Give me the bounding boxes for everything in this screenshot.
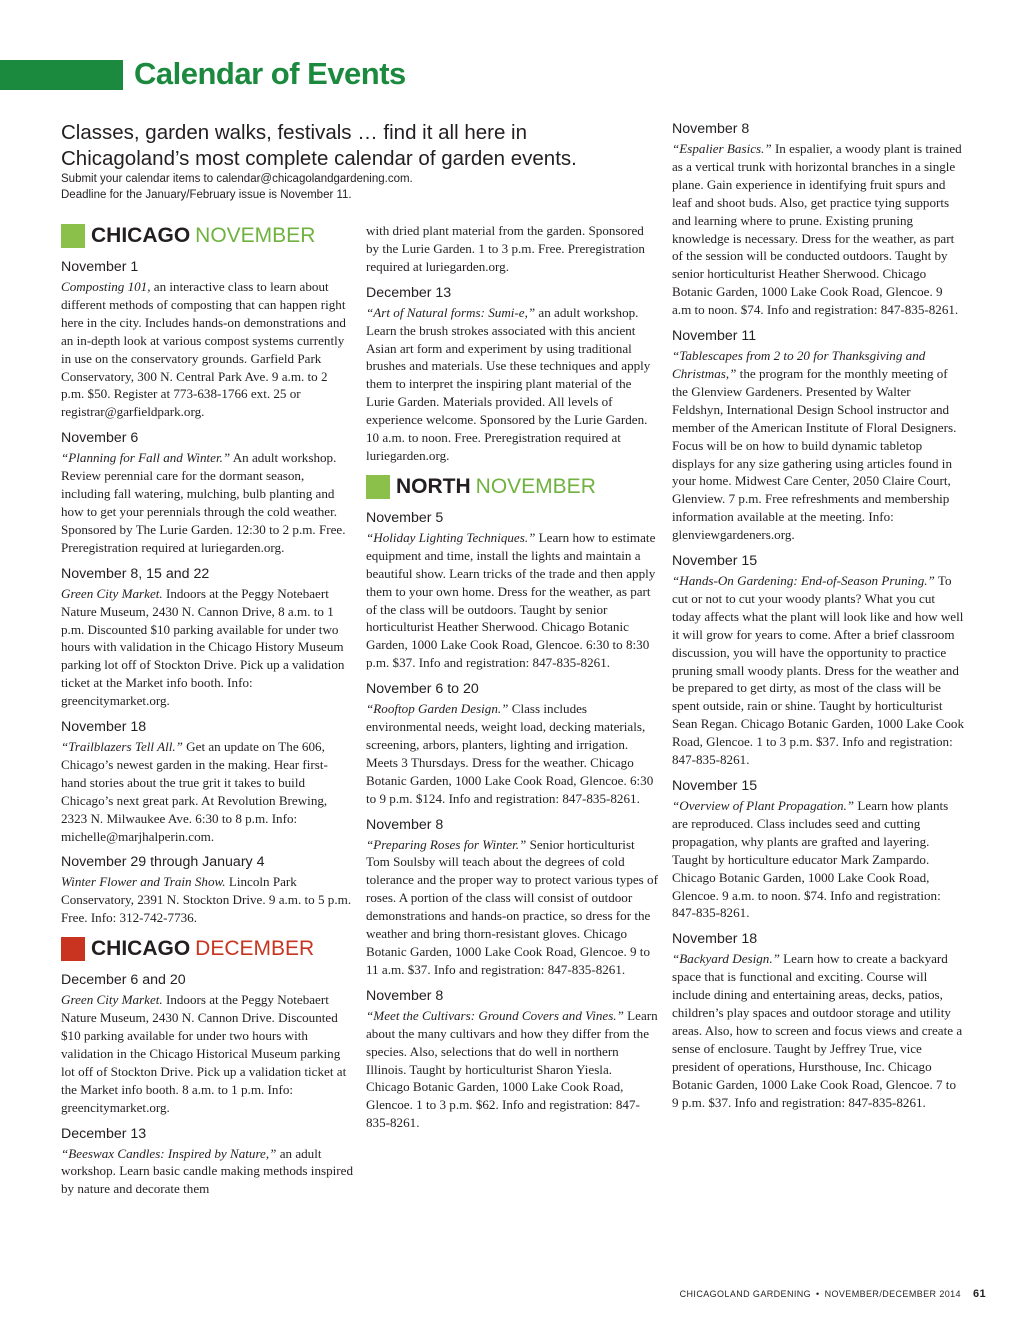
event-details: Lincoln Park Conservatory, 2391 N. Stockton Drive. 9 a.m. to 5 p.m. Free. Info: 312-742-7736. (61, 874, 352, 926)
event-item (61, 429, 353, 556)
event-date: November 18 (61, 719, 147, 736)
event-item (61, 718, 353, 845)
event-item (61, 258, 353, 421)
event-title: “Trailblazers Tell All.” (61, 739, 183, 755)
event-title: Green City Market. (61, 992, 163, 1008)
issue-label: NOVEMBER/DECEMBER 2014 (824, 1289, 961, 1299)
event-item (61, 971, 353, 1116)
event-item (366, 816, 658, 979)
event-description (61, 738, 353, 845)
section-region: CHICAGO (91, 937, 191, 961)
event-date: December 13 (366, 284, 452, 301)
event-item (672, 930, 964, 1111)
header-accent-bar (0, 60, 123, 90)
section-month: DECEMBER (195, 937, 315, 961)
event-item (61, 565, 353, 710)
event-date: November 15 (672, 553, 758, 570)
events-list (61, 258, 353, 927)
event-description (61, 991, 353, 1116)
event-details: Senior horticulturist Tom Soulsby will teach about the degrees of cold tolerance and the proper way to protect various types of roses. A portion of the class will consist of outdoor demonstrations and hands-on practice, so dress for the weather and bring thorn-resistant gloves. Chicago Botanic Garden, 1000 Lake Cook Road, Glencoe. 9 to 11 a.m. $37. Info and registration: 847-835-8261. (366, 836, 658, 977)
section-north-november (366, 473, 658, 501)
event-description (672, 347, 964, 544)
column-1 (61, 220, 353, 1206)
events-list (366, 509, 658, 1132)
event-details: an interactive class to learn about different methods of composting that can happen right here in the city. Includes hands-on demonstrations and an in-depth look at various compost systems currently in use on the conservatory grounds. Garfield Park Conservatory, 300 N. Central Park Ave. 9 a.m. to 2 p.m. $50. Register at 773-638-1766 ext. 25 or registrar@garfieldpark.org. (61, 279, 346, 420)
event-date: November 29 through January 4 (61, 854, 265, 871)
event-details: Learn how to estimate equipment and time, install the lights and maintain a beautiful show. Learn tricks of the trade and then apply them to your own home. Dress for the weather, as part of the class will be outdoors. Taught by senior horticulturist Heather Sherwood. Chicago Botanic Garden, 1000 Lake Cook Road, Glencoe. 6:30 to 8:30 p.m. $37. Info and registration: 847-835-8261. (366, 529, 656, 671)
event-details: an adult workshop. Learn the brush strokes associated with this ancient Asian art form and experiment by using traditional brushes and materials. Use these techniques and apply them to interpret the inspiring plant material of the Lurie Garden. Materials provided. All levels of experience welcome. Sponsored by the Lurie Garden. 10 a.m. to noon. Free. Preregistration required at luriegarden.org. (366, 304, 651, 463)
event-description (366, 700, 658, 807)
event-item (61, 853, 353, 927)
event-date: December 13 (61, 1125, 147, 1142)
event-description (61, 278, 353, 421)
event-description (672, 950, 964, 1111)
event-details: Get an update on The 606, Chicago’s newest garden in the making. Hear first-hand stories about the true grit it takes to build Chicago’s next great park. At Revolution Brewing, 2323 N. Milwaukee Ave. 6:30 to 8 p.m. Info: michelle@marjhalperin.com. (61, 739, 328, 844)
section-marker-green (366, 475, 390, 499)
event-date: November 8 (366, 987, 444, 1004)
event-title: “Meet the Cultivars: Ground Covers and Vines.” (366, 1007, 624, 1023)
event-item (672, 120, 964, 319)
event-details: Indoors at the Peggy Notebaert Nature Museum, 2430 N. Cannon Drive. Discounted $10 parking available for under two hours with validation in the Chicago Historical Museum parking lot off of Stockton Drive. Pick up a validation ticket at the Market info booth. 8 a.m. to 1 p.m. Info: greencitymarket.org. (61, 992, 347, 1115)
event-title: “Planning for Fall and Winter.” (61, 450, 231, 466)
event-title: “Beeswax Candles: Inspired by Nature,” (61, 1145, 277, 1161)
event-description (672, 572, 964, 769)
events-list (61, 971, 353, 1198)
event-title: Composting 101, (61, 279, 151, 294)
event-date: November 18 (672, 931, 758, 948)
column-3 (672, 120, 964, 1120)
page-number: 61 (972, 1288, 986, 1300)
event-date: November 8, 15 and 22 (61, 565, 210, 582)
event-title: Green City Market. (61, 585, 163, 601)
event-title: “Art of Natural forms: Sumi-e,” (366, 304, 536, 320)
event-title: “Rooftop Garden Design.” (366, 701, 509, 717)
event-details: Indoors at the Peggy Notebaert Nature Museum, 2430 N. Cannon Drive, 8 a.m. to 1 p.m. Discounted $10 parking available for under two hours with validation in the Chicago History Museum parking lot off of Stockton Drive. Pick up a validation ticket at the Market info booth. Info: greencitymarket.org. (61, 585, 345, 709)
column-2 (366, 222, 658, 1140)
footer-separator: • (816, 1289, 820, 1299)
intro-line-2: Chicagoland’s most complete calendar of garden events. (61, 147, 577, 170)
event-item (672, 552, 964, 769)
intro-line-1: Classes, garden walks, festivals … find it all here in (61, 121, 528, 144)
publication-name: CHICAGOLAND GARDENING (679, 1289, 812, 1299)
event-description: with dried plant material from the garden. Sponsored by the Lurie Garden. 1 to 3 p.m. Free. Preregistration required at luriegarden.org. (366, 223, 645, 274)
event-title: “Tablescapes from 2 to 20 for Thanksgiving and Christmas,” (672, 348, 926, 381)
event-description (61, 449, 353, 556)
event-description (672, 797, 964, 922)
event-details: the program for the monthly meeting of the Glenview Gardeners. Presented by Walter Feldshyn, International Design School instructor and member of the American Institute of Floral Designers. Focus will be on how to build dynamic tabletop displays for any size gathering using articles found in your home. Midwest Care Center, 2050 Claire Court, Glenview. 7 p.m. Free refreshments and membership information available at the meeting. Info: glenviewgardeners.org. (672, 365, 957, 543)
event-details: Learn how to create a backyard space that is functional and exciting. Course will include dining and entertaining areas, decks, patios, children’s play spaces and outdoor storage and utility areas. Also, how to screen and focus views and create a sense of enclosure. Taught by Jeffrey True, vice president of operations, Hursthouse, Inc. Chicago Botanic Garden, 1000 Lake Cook Road, Glencoe. 7 to 9 p.m. $37. Info and registration: 847-835-8261. (672, 951, 963, 1110)
event-date: December 6 and 20 (61, 972, 186, 989)
event-item (366, 680, 658, 807)
event-title: “Hands-On Gardening: End-of-Season Pruning.” (672, 573, 935, 589)
section-region: CHICAGO (91, 224, 191, 247)
event-description (366, 836, 658, 979)
event-title: “Overview of Plant Propagation.” (672, 798, 855, 813)
section-chicago-november (61, 222, 353, 250)
event-description (366, 304, 658, 465)
event-details: Class includes environmental needs, weight load, decking materials, screening, arbors, planters, lighting and irrigation. Meets 3 Thursdays. Dress for the weather. Chicago Botanic Garden, 1000 Lake Cook Road, Glencoe. 6:30 to 9 p.m. $124. Info and registration: 847-835-8261. (366, 701, 654, 806)
events-list (672, 120, 964, 1112)
event-details: Learn about the many cultivars and how they differ from the species. Also, selections that do well in northern Illinois. Taught by horticulturist Sharon Yiesla. Chicago Botanic Garden, 1000 Lake Cook Road, Glencoe. 1 to 3 p.m. $62. Info and registration: 847-835-8261. (366, 1007, 658, 1131)
section-marker-red (61, 937, 85, 961)
event-details: In espalier, a woody plant is trained as a vertical trunk with horizontal branches in a single plane. Gain experience in identifying fruit spurs and leaf and shoot buds. Also, get practice tying supports and learning where to prune. Existing pruning knowledge is necessary. Dress for the weather, as part of the session will be conducted outdoors. Taught by senior horticulturist Heather Sherwood. Chicago Botanic Garden, 1000 Lake Cook Road, Glencoe. 9 a.m to noon. $74. Info and registration: 847-835-8261. (672, 141, 962, 318)
submit-note: Submit your calendar items to calendar@chicagolandgardening.com. (61, 173, 413, 185)
event-title: “Espalier Basics.” (672, 141, 772, 156)
deadline-note: Deadline for the January/February issue is November 11. (61, 188, 352, 201)
event-continuation (366, 222, 658, 276)
event-description (61, 873, 353, 927)
event-date: November 11 (672, 328, 757, 345)
event-date: November 6 to 20 (366, 681, 479, 698)
section-region: NORTH (396, 474, 471, 498)
page-footer (680, 1288, 986, 1300)
event-item (366, 509, 658, 672)
section-chicago-december (61, 935, 353, 963)
event-description (61, 585, 353, 710)
event-description (61, 1145, 353, 1199)
section-marker-green (61, 224, 85, 248)
event-date: November 6 (61, 430, 139, 447)
event-date: November 15 (672, 778, 758, 794)
event-details: an adult workshop. Learn basic candle making methods inspired by nature and decorate them (61, 1145, 353, 1197)
event-item (366, 987, 658, 1132)
event-date: November 5 (366, 509, 444, 526)
event-description (366, 529, 658, 672)
event-title: “Preparing Roses for Winter.” (366, 836, 527, 852)
event-title: “Holiday Lighting Techniques.” (366, 529, 536, 545)
event-description (366, 1007, 658, 1132)
page-title: Calendar of Events (134, 56, 406, 91)
event-title: “Backyard Design.” (672, 951, 780, 967)
event-title: Winter Flower and Train Show. (61, 874, 226, 890)
section-month: NOVEMBER (195, 224, 316, 247)
event-date: November 8 (366, 816, 444, 833)
event-description (672, 140, 964, 319)
event-item (672, 327, 964, 544)
event-item (366, 284, 658, 465)
event-item (61, 1125, 353, 1199)
section-month: NOVEMBER (475, 474, 596, 498)
event-date: November 8 (672, 121, 750, 137)
event-date: November 1 (61, 259, 139, 275)
events-list (366, 284, 658, 465)
intro (61, 120, 661, 203)
event-details: Learn how plants are reproduced. Class includes seed and cutting propagation, why plants are grafted and layering. Taught by horticulture educator Mark Zampardo. Chicago Botanic Garden, 1000 Lake Cook Road, Glencoe. 9 a.m. to noon. $74. Info and registration: 847-835-8261. (672, 798, 949, 921)
event-item (672, 777, 964, 922)
event-details: To cut or not to cut your woody plants? What you cut today affects what the plant will look like and how well it will grow for years to come. After a brief classroom discussion, you will have the opportunity to practice pruning small woody plants. Dress for the weather and be prepared to get dirty, as most of the class will be spent outside, rain or shine. Taught by horticulturist Sean Regan. Chicago Botanic Garden, 1000 Lake Cook Road, Glencoe. 1 to 3 p.m. $37. Info and registration: 847-835-8261. (672, 573, 964, 768)
event-details: An adult workshop. Review perennial care for the dormant season, including fall watering, mulching, bulb planting and how to get your perennials through the cold weather. Sponsored by The Lurie Garden. 12:30 to 2 p.m. Free. Preregistration required at luriegarden.org. (61, 450, 346, 555)
